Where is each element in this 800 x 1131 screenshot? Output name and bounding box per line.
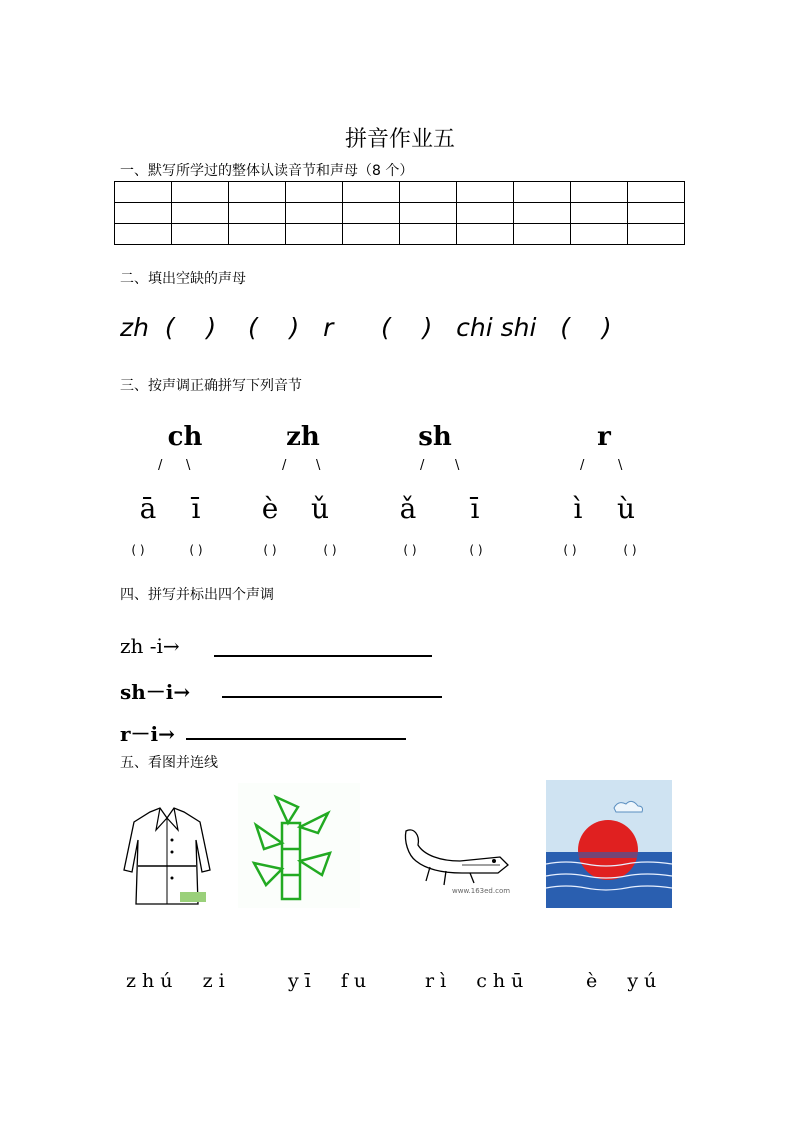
section2-heading: 二、填出空缺的声母	[120, 271, 246, 287]
pinyin-word: zhú zi	[126, 970, 231, 992]
vowel-right: ǔ	[310, 492, 330, 525]
slash-left: /	[282, 458, 287, 473]
pinyin-word: rì chū	[425, 970, 530, 992]
vowel-left: ì	[573, 492, 583, 525]
grid-cell	[400, 182, 457, 203]
grid-cell	[514, 224, 571, 245]
answer-underline	[214, 655, 432, 657]
vowel-right: ī	[191, 492, 201, 525]
answer-paren: ( )	[189, 543, 203, 557]
grid-cell	[286, 203, 343, 224]
vowel-right: ī	[470, 492, 480, 525]
group-initial: r	[597, 422, 611, 452]
writing-grid	[114, 181, 685, 245]
grid-cell	[400, 203, 457, 224]
initials-sequence: zh ( ) ( ) r ( ) chi shi ( )	[120, 313, 612, 342]
pinyin-word: yī fu	[288, 970, 373, 992]
vowel-left: è	[261, 492, 279, 525]
answer-paren: ( )	[263, 543, 277, 557]
coat-drawing	[120, 800, 215, 910]
group-initial: zh	[286, 422, 320, 452]
grid-cell	[571, 224, 628, 245]
grid-cell	[286, 224, 343, 245]
answer-paren: ( )	[403, 543, 417, 557]
slash-right: \	[455, 458, 460, 473]
answer-underline	[186, 738, 406, 740]
grid-cell	[457, 224, 514, 245]
grid-cell	[343, 182, 400, 203]
grid-cell	[343, 203, 400, 224]
group-initial: sh	[418, 422, 452, 452]
answer-paren: ( )	[469, 543, 483, 557]
section5-heading: 五、看图并连线	[120, 755, 218, 771]
grid-cell	[628, 224, 685, 245]
page-title: 拼音作业五	[344, 127, 455, 152]
answer-paren: ( )	[563, 543, 577, 557]
grid-cell	[343, 224, 400, 245]
slash-left: /	[580, 458, 585, 473]
section4-heading: 四、拼写并标出四个声调	[120, 587, 274, 603]
crocodile-drawing	[400, 825, 515, 895]
grid-cell	[115, 182, 172, 203]
grid-cell	[457, 182, 514, 203]
grid-cell	[628, 203, 685, 224]
grid-cell	[229, 182, 286, 203]
section3-heading: 三、按声调正确拼写下列音节	[120, 378, 302, 394]
watermark: www.163ed.com	[452, 887, 511, 895]
grid-cell	[628, 182, 685, 203]
bamboo-drawing	[238, 783, 360, 908]
answer-paren: ( )	[131, 543, 145, 557]
slash-right: \	[186, 458, 191, 473]
grid-row	[115, 182, 685, 203]
grid-cell	[514, 203, 571, 224]
grid-cell	[172, 203, 229, 224]
answer-paren: ( )	[623, 543, 637, 557]
grid-cell	[115, 203, 172, 224]
grid-cell	[172, 224, 229, 245]
vowel-left: ā	[139, 492, 157, 525]
practice-line-ri: r－i→	[120, 722, 175, 746]
grid-cell	[115, 224, 172, 245]
grid-cell	[229, 203, 286, 224]
slash-right: \	[618, 458, 623, 473]
grid-row	[115, 203, 685, 224]
grid-cell	[571, 203, 628, 224]
grid-cell	[400, 224, 457, 245]
group-initial: ch	[167, 422, 203, 452]
grid-cell	[571, 182, 628, 203]
slash-left: /	[420, 458, 425, 473]
grid-cell	[286, 182, 343, 203]
grid-cell	[172, 182, 229, 203]
grid-cell	[229, 224, 286, 245]
slash-right: \	[316, 458, 321, 473]
answer-underline	[222, 696, 442, 698]
grid-row	[115, 224, 685, 245]
slash-left: /	[158, 458, 163, 473]
sunrise-drawing	[546, 780, 672, 908]
practice-line-shi: sh－i→	[120, 680, 191, 704]
grid-cell	[514, 182, 571, 203]
practice-line-zhi: zh -i→	[120, 634, 180, 658]
vowel-right: ù	[616, 492, 636, 525]
pinyin-word: è yú	[586, 970, 663, 992]
vowel-left: ǎ	[399, 492, 417, 525]
section1-heading: 一、默写所学过的整体认读音节和声母（8 个）	[120, 163, 414, 179]
grid-cell	[457, 203, 514, 224]
answer-paren: ( )	[323, 543, 337, 557]
